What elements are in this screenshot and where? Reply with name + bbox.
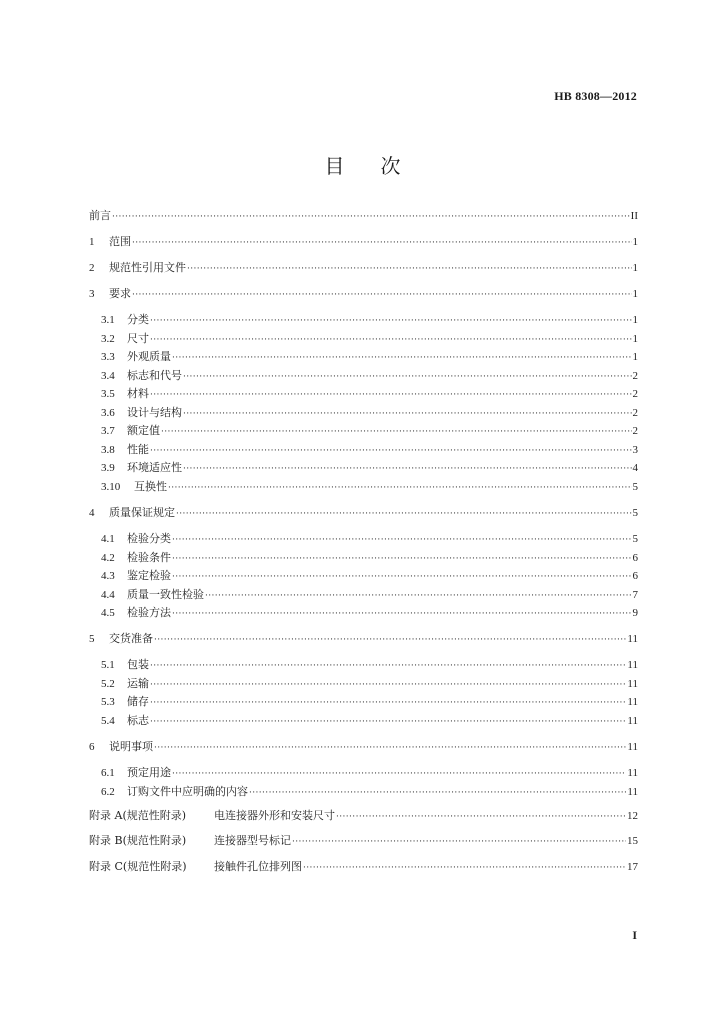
page-title [0,150,725,179]
toc-entry-title: 运输 [127,677,149,690]
dot-leader [172,766,626,782]
document-code: HB 8308—2012 [554,89,637,103]
toc-entry-page: 1 [632,262,638,274]
toc-entry-page: 11 [627,633,638,645]
toc-entry-title: 接触件孔位排列图 [214,860,302,873]
toc-entry-2[interactable] [89,260,638,276]
toc-entry-number: 3.2 [101,333,115,345]
toc-entry-title: 连接器型号标记 [214,834,291,847]
toc-entry-3-5[interactable] [101,386,638,402]
dot-leader [172,606,632,622]
toc-entry-page: 1 [632,288,638,300]
dot-leader [172,532,632,548]
toc-entry-title: 外观质量 [127,350,171,363]
page-number: I [632,928,637,942]
appendix-label: 附录 B(规范性附录) [89,834,187,847]
dot-leader [150,332,632,348]
toc-entry-page: 6 [632,570,638,582]
toc-entry-number: 3.4 [101,370,115,382]
toc-entry-4-5[interactable] [101,605,638,621]
dot-leader [168,480,632,496]
toc-entry-page: 4 [632,462,638,474]
toc-entry-number: 3 [89,288,95,300]
dot-leader [154,740,626,756]
toc-entry-number: 1 [89,236,95,248]
toc-entry-page: 11 [627,678,638,690]
appendix-label: 附录 A(规范性附录) [89,809,187,822]
toc-entry-5-3[interactable] [101,694,638,710]
toc-entry-title: 范围 [109,235,131,248]
toc-entry-number: 6.1 [101,767,115,779]
toc-entry-3-9[interactable] [101,460,638,476]
toc-entry-page: 7 [632,589,638,601]
toc-entry-page: 5 [632,481,638,493]
toc-entry-title: 检验方法 [127,606,171,619]
toc-entry-title: 订购文件中应明确的内容 [127,785,248,798]
toc-entry-number: 4 [89,507,95,519]
toc-entry-number: 3.8 [101,444,115,456]
toc-entry-4-3[interactable] [101,568,638,584]
toc-entry-3-1[interactable] [101,312,638,328]
dot-leader [150,387,632,403]
toc-entry-title: 设计与结构 [127,406,182,419]
toc-entry-6-2[interactable] [101,784,638,800]
dot-leader [132,235,632,251]
dot-leader [154,632,626,648]
toc-entry-title: 标志 [127,714,149,727]
dot-leader [183,461,632,477]
toc-entry-page: II [630,210,638,222]
toc-entry-page: 11 [627,786,638,798]
toc-entry-5-1[interactable] [101,657,638,673]
toc-entry-title: 检验分类 [127,532,171,545]
appendix-label: 附录 C(规范性附录) [89,860,187,873]
toc-entry-number: 4.4 [101,589,115,601]
toc-entry-number: 5.1 [101,659,115,671]
dot-leader [336,809,626,825]
toc-entry-title: 尺寸 [127,332,149,345]
dot-leader [150,677,626,693]
toc-entry-page: 1 [632,314,638,326]
toc-entry-number: 3.3 [101,351,115,363]
toc-entry-number: 3.10 [101,481,121,493]
toc-entry-page: 11 [627,715,638,727]
toc-entry-title: 额定值 [127,424,160,437]
toc-entry-page: 15 [627,835,638,847]
toc-entry-title: 交货准备 [109,632,153,645]
toc-entry-title: 质量保证规定 [109,506,175,519]
toc-entry-page: 2 [632,407,638,419]
toc-entry-title: 标志和代号 [127,369,182,382]
dot-leader [172,350,632,366]
toc-entry-appendix-b[interactable] [89,833,638,849]
toc-entry-3-8[interactable] [101,442,638,458]
toc-entry-page: 6 [632,552,638,564]
toc-entry-page: 11 [627,767,638,779]
toc-entry-title: 包装 [127,658,149,671]
dot-leader [303,860,626,876]
toc-entry-number: 4.3 [101,570,115,582]
toc-entry-appendix-a[interactable] [89,808,638,824]
toc-entry-number: 2 [89,262,95,274]
toc-entry-title: 电连接器外形和安装尺寸 [214,809,335,822]
toc-entry-title: 环境适应性 [127,461,182,474]
dot-leader [150,443,632,459]
title-char-2: 次 [380,154,401,178]
toc-entry-title: 前言 [89,209,111,222]
toc-entry-page: 1 [632,236,638,248]
dot-leader [150,714,626,730]
toc-entry-page: 2 [632,388,638,400]
toc-entry-title: 质量一致性检验 [127,588,204,601]
toc-entry-3-7[interactable] [101,423,638,439]
toc-entry-title: 分类 [127,313,149,326]
toc-entry-3-3[interactable] [101,349,638,365]
toc-entry-title: 要求 [109,287,131,300]
toc-entry-title: 鉴定检验 [127,569,171,582]
toc-entry-4[interactable] [89,505,638,521]
toc-entry-page: 12 [627,810,638,822]
toc-entry-number: 3.1 [101,314,115,326]
toc-entry-title: 储存 [127,695,149,708]
toc-entry-5-4[interactable] [101,713,638,729]
toc-entry-number: 5.2 [101,678,115,690]
toc-entry-3-6[interactable] [101,405,638,421]
toc-entry-1[interactable] [89,234,638,250]
toc-entry-6-1[interactable] [101,765,638,781]
toc-entry-number: 4.2 [101,552,115,564]
toc-entry-title: 材料 [127,387,149,400]
dot-leader [183,406,632,422]
toc-entry-4-2[interactable] [101,550,638,566]
toc-entry-6[interactable] [89,739,638,755]
toc-entry-number: 5.4 [101,715,115,727]
toc-entry-title: 规范性引用文件 [109,261,186,274]
dot-leader [150,695,626,711]
toc-entry-page: 5 [632,507,638,519]
toc-entry-title: 预定用途 [127,766,171,779]
toc-entry-number: 3.9 [101,462,115,474]
toc-entry-number: 3.5 [101,388,115,400]
toc-entry-page: 17 [627,861,638,873]
toc-entry-number: 4.5 [101,607,115,619]
toc-entry-title: 性能 [127,443,149,456]
toc-entry-page: 11 [627,696,638,708]
toc-entry-title: 互换性 [134,480,167,493]
toc-entry-appendix-c[interactable] [89,859,638,875]
toc-entry-page: 3 [632,444,638,456]
dot-leader [172,569,632,585]
toc-entry-page: 2 [632,370,638,382]
toc-entry-foreword[interactable] [89,208,638,224]
toc-entry-5-2[interactable] [101,676,638,692]
title-char-1: 目 [324,154,345,178]
dot-leader [292,834,626,850]
toc-entry-number: 3.6 [101,407,115,419]
toc-entry-page: 5 [632,533,638,545]
toc-entry-page: 2 [632,425,638,437]
dot-leader [249,785,626,801]
dot-leader [205,588,632,604]
toc-entry-title: 说明事项 [109,740,153,753]
toc-entry-number: 4.1 [101,533,115,545]
dot-leader [183,369,632,385]
toc-entry-4-4[interactable] [101,587,638,603]
dot-leader [150,658,626,674]
toc-entry-page: 1 [632,351,638,363]
dot-leader [132,287,632,303]
toc-entry-4-1[interactable] [101,531,638,547]
toc-entry-3[interactable] [89,286,638,302]
toc-entry-page: 9 [632,607,638,619]
toc-entry-page: 11 [627,659,638,671]
dot-leader [172,551,632,567]
dot-leader [187,261,632,277]
toc-entry-page: 1 [632,333,638,345]
toc-entry-number: 6.2 [101,786,115,798]
toc-entry-title: 检验条件 [127,551,171,564]
dot-leader [112,209,630,225]
dot-leader [161,424,632,440]
toc-entry-number: 3.7 [101,425,115,437]
toc-entry-3-10[interactable] [101,479,638,495]
toc-entry-3-2[interactable] [101,331,638,347]
toc-entry-number: 5.3 [101,696,115,708]
toc-entry-3-4[interactable] [101,368,638,384]
toc-entry-number: 6 [89,741,95,753]
toc-entry-page: 11 [627,741,638,753]
dot-leader [176,506,632,522]
toc-entry-number: 5 [89,633,95,645]
toc-entry-5[interactable] [89,631,638,647]
dot-leader [150,313,632,329]
